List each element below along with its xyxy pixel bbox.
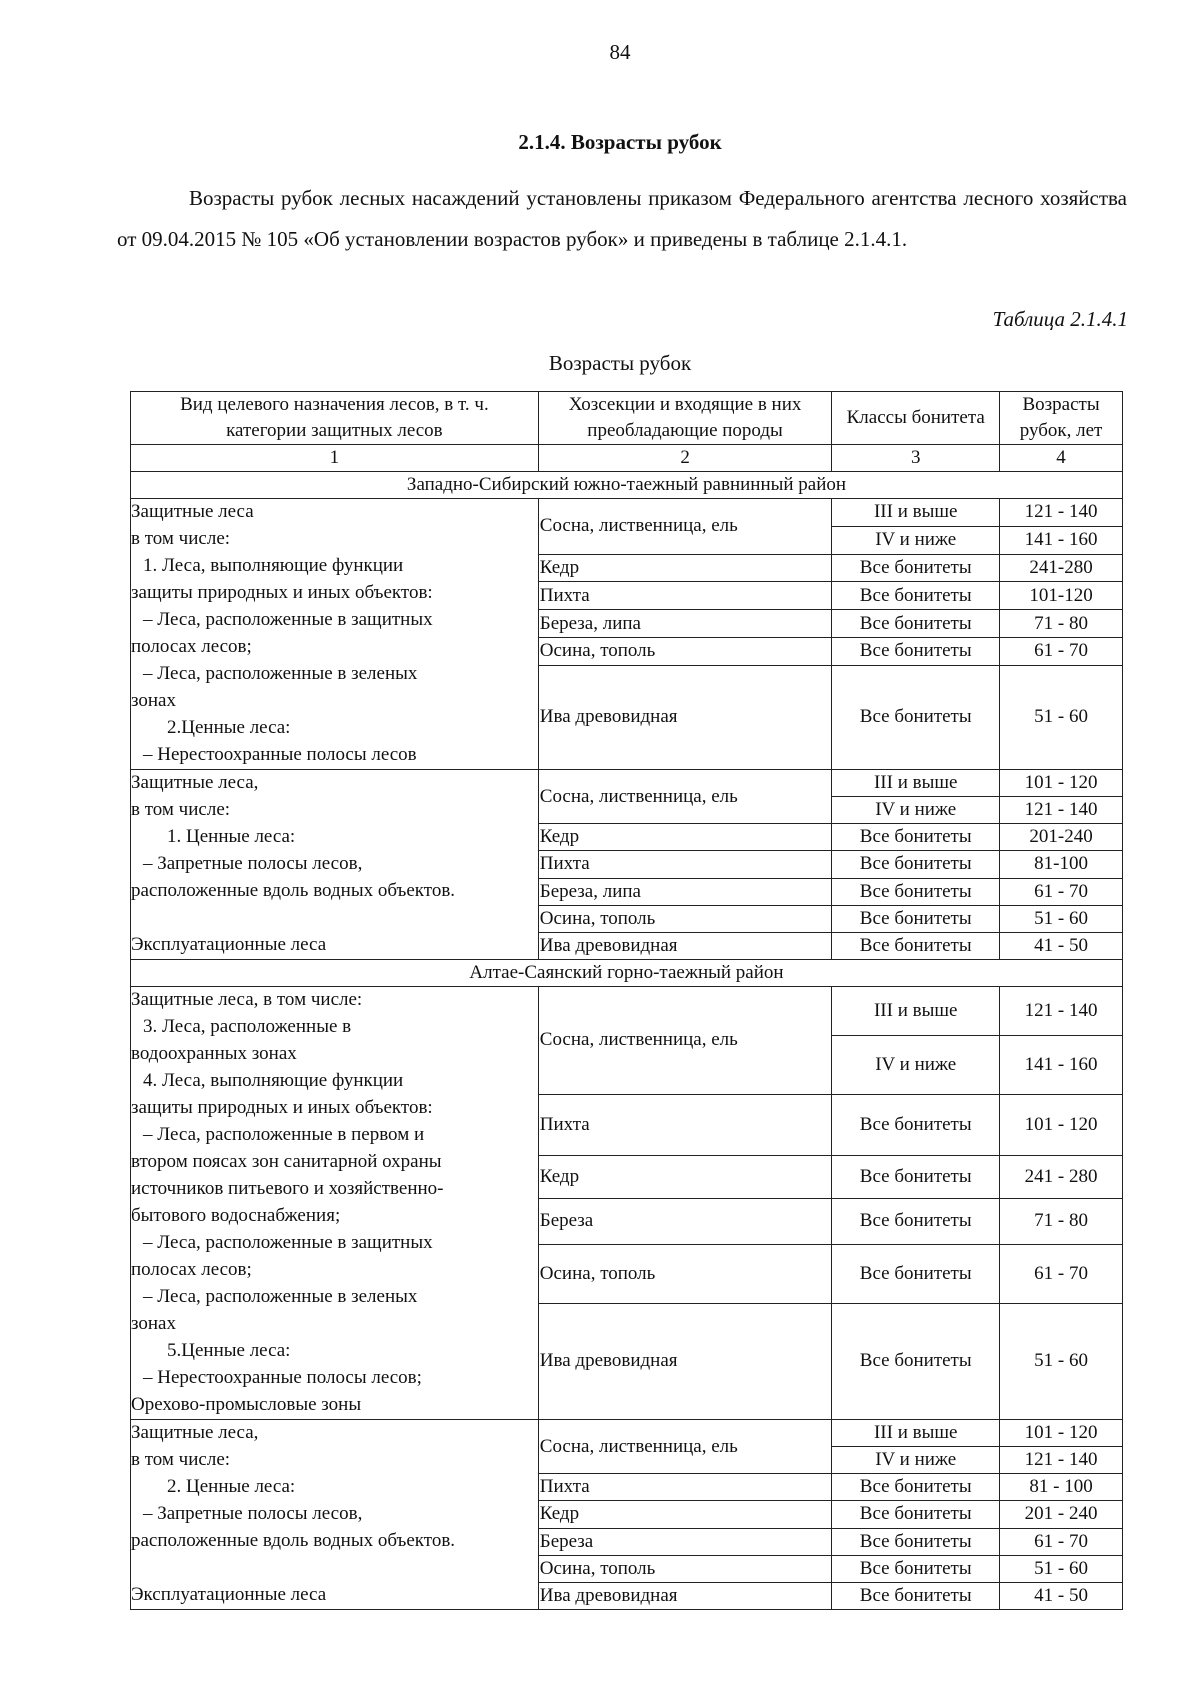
category-line: полосах лесов; xyxy=(131,1259,252,1280)
site-class-cell: IV и ниже xyxy=(832,1035,1000,1094)
site-class-cell: Все бонитеты xyxy=(832,1474,1000,1501)
category-line: втором поясах зон санитарной охраны xyxy=(131,1151,442,1172)
header-category: Вид целевого назначения лесов, в т. ч. категории защитных лесов xyxy=(131,392,539,445)
category-line: бытового водоснабжения; xyxy=(131,1205,341,1226)
cutting-age-cell: 121 - 140 xyxy=(1000,499,1123,527)
page-number: 84 xyxy=(609,40,631,64)
site-class-cell: Все бонитеты xyxy=(832,1155,1000,1198)
cutting-age-cell: 101-120 xyxy=(1000,582,1123,610)
site-class-cell: Все бонитеты xyxy=(832,638,1000,666)
blank-line xyxy=(131,1555,538,1582)
table-row xyxy=(131,1420,1123,1447)
category-line: – Запретные полосы лесов, xyxy=(143,1503,363,1524)
site-class-cell: Все бонитеты xyxy=(832,905,1000,932)
category-line: в том числе: xyxy=(131,799,231,820)
cutting-age-cell: 121 - 140 xyxy=(1000,797,1123,824)
column-number: 2 xyxy=(538,445,832,472)
category-line: Защитные леса, в том числе: xyxy=(131,989,363,1010)
site-class-cell: III и выше xyxy=(832,499,1000,527)
species-cell: Сосна, лиственница, ель xyxy=(538,770,832,824)
header-class: Классы бонитета xyxy=(832,392,1000,445)
species-cell: Сосна, лиственница, ель xyxy=(538,987,832,1095)
site-class-cell: Все бонитеты xyxy=(832,1094,1000,1155)
cutting-age-cell: 41 - 50 xyxy=(1000,932,1123,959)
species-cell: Береза, липа xyxy=(538,878,832,905)
site-class-cell: Все бонитеты xyxy=(832,1303,1000,1419)
species-cell: Пихта xyxy=(538,1474,832,1501)
table-caption: Возрасты рубок xyxy=(548,351,692,375)
category-line: 2.Ценные леса: xyxy=(167,717,291,738)
cutting-age-cell: 101 - 120 xyxy=(1000,1094,1123,1155)
species-cell: Ива древовидная xyxy=(538,932,832,959)
category-cell xyxy=(131,770,539,960)
species-cell: Кедр xyxy=(538,554,832,582)
category-line: – Нерестоохранные полосы лесов xyxy=(143,744,417,765)
category-line: зонах xyxy=(131,1313,176,1334)
cutting-age-cell: 61 - 70 xyxy=(1000,1244,1123,1303)
category-line: Защитные леса xyxy=(131,501,254,522)
species-cell: Осина, тополь xyxy=(538,1555,832,1582)
category-line: – Леса, расположенные в защитных xyxy=(143,1232,433,1253)
category-line: Орехово-промысловые зоны xyxy=(131,1394,362,1415)
category-line: 1. Леса, выполняющие функции xyxy=(143,555,404,576)
category-line: 4. Леса, выполняющие функции xyxy=(143,1070,404,1091)
cutting-age-cell: 101 - 120 xyxy=(1000,770,1123,797)
region-row xyxy=(131,472,1123,499)
cutting-age-cell: 51 - 60 xyxy=(1000,1555,1123,1582)
site-class-cell: III и выше xyxy=(832,1420,1000,1447)
species-cell: Береза, липа xyxy=(538,610,832,638)
cutting-age-cell: 71 - 80 xyxy=(1000,1199,1123,1244)
category-cell xyxy=(131,1420,539,1610)
category-line: Защитные леса, xyxy=(131,1422,259,1443)
column-number: 1 xyxy=(131,445,539,472)
species-cell: Ива древовидная xyxy=(538,1582,832,1609)
site-class-cell: Все бонитеты xyxy=(832,665,1000,769)
category-line: источников питьевого и хозяйственно- xyxy=(131,1178,444,1199)
category-line: – Леса, расположенные в первом и xyxy=(143,1124,425,1145)
category-line: в том числе: xyxy=(131,528,231,549)
table-row xyxy=(131,499,1123,527)
cutting-age-table xyxy=(130,391,1123,1610)
category-line: расположенные вдоль водных объектов. xyxy=(131,1530,456,1551)
cutting-age-cell: 121 - 140 xyxy=(1000,1447,1123,1474)
site-class-cell: Все бонитеты xyxy=(832,1528,1000,1555)
species-cell: Береза xyxy=(538,1199,832,1244)
species-cell: Береза xyxy=(538,1528,832,1555)
category-line: Эксплуатационные леса xyxy=(131,1584,327,1605)
cutting-age-cell: 71 - 80 xyxy=(1000,610,1123,638)
site-class-cell: III и выше xyxy=(832,987,1000,1036)
species-cell: Кедр xyxy=(538,1501,832,1528)
category-line: зонах xyxy=(131,690,176,711)
intro-paragraph: Возрасты рубок лесных насаждений установлены приказом Федерального агентства лесного хозяйства от 09.04.2015 № 105 «Об установлении возрастов рубок» и приведены в таблице 2.1.4.1. xyxy=(117,186,1127,251)
species-cell: Осина, тополь xyxy=(538,905,832,932)
species-cell: Кедр xyxy=(538,824,832,851)
category-line: – Леса, расположенные в защитных xyxy=(143,609,433,630)
cutting-age-cell: 141 - 160 xyxy=(1000,1035,1123,1094)
cutting-age-cell: 61 - 70 xyxy=(1000,878,1123,905)
cutting-age-cell: 241-280 xyxy=(1000,554,1123,582)
site-class-cell: Все бонитеты xyxy=(832,582,1000,610)
cutting-age-cell: 101 - 120 xyxy=(1000,1420,1123,1447)
site-class-cell: Все бонитеты xyxy=(832,1582,1000,1609)
cutting-age-cell: 121 - 140 xyxy=(1000,987,1123,1036)
category-line: – Нерестоохранные полосы лесов; xyxy=(143,1367,422,1388)
site-class-cell: III и выше xyxy=(832,770,1000,797)
table-reference: Таблица 2.1.4.1 xyxy=(992,307,1128,331)
category-line: защиты природных и иных объектов: xyxy=(131,582,433,603)
cutting-age-cell: 51 - 60 xyxy=(1000,665,1123,769)
site-class-cell: IV и ниже xyxy=(832,797,1000,824)
site-class-cell: Все бонитеты xyxy=(832,1501,1000,1528)
category-line: расположенные вдоль водных объектов. xyxy=(131,880,456,901)
species-cell: Пихта xyxy=(538,582,832,610)
species-cell: Осина, тополь xyxy=(538,1244,832,1303)
category-line: – Леса, расположенные в зеленых xyxy=(143,1286,418,1307)
cutting-age-cell: 61 - 70 xyxy=(1000,638,1123,666)
site-class-cell: Все бонитеты xyxy=(832,554,1000,582)
cutting-age-cell: 201 - 240 xyxy=(1000,1501,1123,1528)
column-number: 3 xyxy=(832,445,1000,472)
cutting-age-cell: 81-100 xyxy=(1000,851,1123,878)
species-cell: Ива древовидная xyxy=(538,1303,832,1419)
site-class-cell: Все бонитеты xyxy=(832,851,1000,878)
site-class-cell: Все бонитеты xyxy=(832,1555,1000,1582)
cutting-age-cell: 141 - 160 xyxy=(1000,526,1123,554)
region-name: Алтае-Саянский горно-таежный район xyxy=(131,960,1123,987)
species-cell: Ива древовидная xyxy=(538,665,832,769)
category-line: полосах лесов; xyxy=(131,636,252,657)
category-line: – Леса, расположенные в зеленых xyxy=(143,663,418,684)
category-cell xyxy=(131,987,539,1420)
column-number: 4 xyxy=(1000,445,1123,472)
section-heading: 2.1.4. Возрасты рубок xyxy=(518,130,722,154)
cutting-age-cell: 201-240 xyxy=(1000,824,1123,851)
site-class-cell: Все бонитеты xyxy=(832,610,1000,638)
category-line: – Запретные полосы лесов, xyxy=(143,853,363,874)
blank-line xyxy=(131,905,538,932)
table-row xyxy=(131,987,1123,1036)
cutting-age-cell: 41 - 50 xyxy=(1000,1582,1123,1609)
site-class-cell: IV и ниже xyxy=(832,1447,1000,1474)
category-line: 1. Ценные леса: xyxy=(167,826,296,847)
column-number-row xyxy=(131,445,1123,472)
region-name: Западно-Сибирский южно-таежный равнинный район xyxy=(131,472,1123,499)
species-cell: Сосна, лиственница, ель xyxy=(538,499,832,555)
cutting-age-cell: 241 - 280 xyxy=(1000,1155,1123,1198)
category-line: в том числе: xyxy=(131,1449,231,1470)
category-cell xyxy=(131,499,539,770)
site-class-cell: Все бонитеты xyxy=(832,878,1000,905)
site-class-cell: Все бонитеты xyxy=(832,1199,1000,1244)
site-class-cell: Все бонитеты xyxy=(832,1244,1000,1303)
header-age: Возрасты рубок, лет xyxy=(1000,392,1123,445)
site-class-cell: IV и ниже xyxy=(832,526,1000,554)
region-row xyxy=(131,960,1123,987)
category-line: 3. Леса, расположенные в xyxy=(143,1016,352,1037)
category-line: Эксплуатационные леса xyxy=(131,934,327,955)
cutting-age-cell: 51 - 60 xyxy=(1000,905,1123,932)
cutting-age-cell: 51 - 60 xyxy=(1000,1303,1123,1419)
category-line: Защитные леса, xyxy=(131,772,259,793)
species-cell: Кедр xyxy=(538,1155,832,1198)
cutting-age-cell: 81 - 100 xyxy=(1000,1474,1123,1501)
category-line: 5.Ценные леса: xyxy=(167,1340,291,1361)
category-line: водоохранных зонах xyxy=(131,1043,297,1064)
cutting-age-cell: 61 - 70 xyxy=(1000,1528,1123,1555)
species-cell: Сосна, лиственница, ель xyxy=(538,1420,832,1474)
table-row xyxy=(131,770,1123,797)
header-species: Хозсекции и входящие в них преобладающие породы xyxy=(538,392,832,445)
category-line: 2. Ценные леса: xyxy=(167,1476,296,1497)
table-header-row xyxy=(131,392,1123,445)
species-cell: Пихта xyxy=(538,851,832,878)
species-cell: Пихта xyxy=(538,1094,832,1155)
category-line: защиты природных и иных объектов: xyxy=(131,1097,433,1118)
species-cell: Осина, тополь xyxy=(538,638,832,666)
site-class-cell: Все бонитеты xyxy=(832,932,1000,959)
site-class-cell: Все бонитеты xyxy=(832,824,1000,851)
